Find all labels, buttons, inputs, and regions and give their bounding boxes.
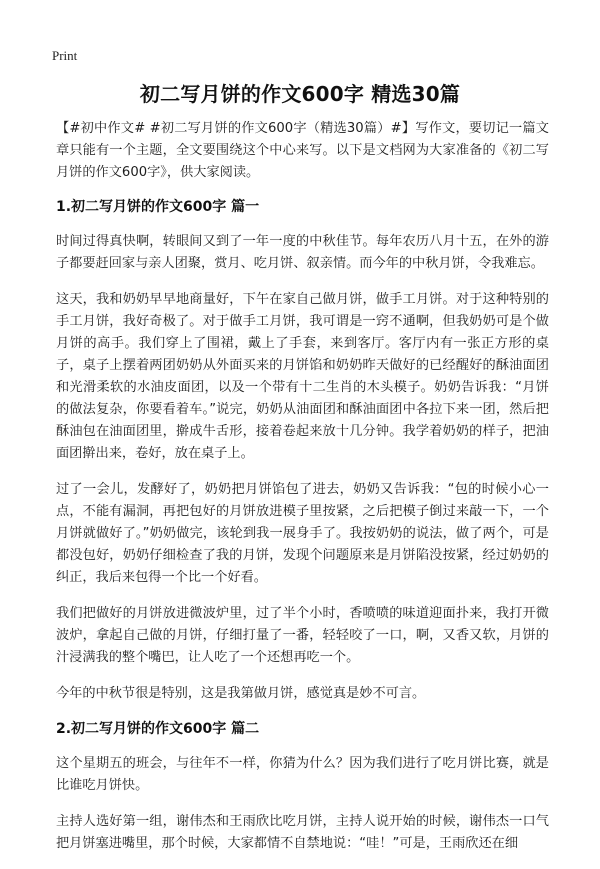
- paragraph: 这天，我和奶奶早早地商量好，下午在家自己做月饼，做手工月饼。对于这种特别的手工月饼，我好奇极了。对于做手工月饼，我可谓是一窍不通啊，但我奶奶可是个做月饼的高手。我们穿上了围裙，戴上了手套，来到客厅。客厅内有一张正方形的桌子，桌子上摆着两团奶奶从外面买来的月饼馅和奶奶昨天做好的已经醒好的酥油面团和光滑柔软的水油皮面团，以及一个带有十二生肖的木头模子。奶奶告诉我：“月饼的做法复杂，你要看着车。”说完，奶奶从油面团和酥油面团中各拉下来一团，然后把酥油包在油面团里，擀成牛舌形，接着卷起来放十几分钟。我学着奶奶的样子，把油面团擀出来，卷好，放在桌子上。: [56, 292, 549, 461]
- document-title: 初二写月饼的作文600字 精选30篇: [139, 82, 461, 106]
- paragraph: 时间过得真快啊，转眼间又到了一年一度的中秋佳节。每年农历八月十五，在外的游子都要赶回家与亲人团聚，赏月、吃月饼、叙亲情。而今年的中秋月饼，令我难忘。: [56, 234, 549, 271]
- print-link[interactable]: Print: [52, 48, 78, 63]
- paragraph: 这个星期五的班会，与往年不一样，你猜为什么？因为我们进行了吃月饼比赛，就是比谁吃月饼快。: [56, 756, 549, 793]
- section-1: [56, 197, 549, 705]
- section-heading: 1.初二写月饼的作文600字 篇一: [56, 199, 260, 215]
- section-heading: 2.初二写月饼的作文600字 篇二: [56, 721, 260, 737]
- paragraph: 主持人选好第一组，谢伟杰和王雨欣比吃月饼，主持人说开始的时候，谢伟杰一口气把月饼塞进嘴里，那个时候，大家都情不自禁地说：“哇！”可是，王雨欣还在细: [56, 814, 549, 851]
- article-body: [56, 118, 549, 869]
- paragraph: 过了一会儿，发酵好了，奶奶把月饼馅包了进去，奶奶又告诉我：“包的时候小心一点，不能有漏洞，再把包好的月饼放进模子里按紧，之后把模子倒过来敲一下，一个月饼就做好了。”奶奶做完，该轮到我一展身手了。我按奶奶的说法，做了两个，可是都没包好，奶奶仔细检查了我的月饼，发现个问题原来是月饼陷没按紧，经过奶奶的纠正，我后来包得一个比一个好看。: [56, 482, 549, 585]
- paragraph: 我们把做好的月饼放进微波炉里，过了半个小时，香喷喷的味道迎面扑来，我打开微波炉，拿起自己做的月饼，仔细打量了一番，轻轻咬了一口，啊，又香又软，月饼的汁浸满我的整个嘴巴，让人吃了一个还想再吃一个。: [56, 606, 549, 665]
- paragraph: 今年的中秋节很是特别，这是我第做月饼，感觉真是妙不可言。: [56, 686, 426, 701]
- section-2: [56, 719, 549, 855]
- intro-paragraph: 【#初中作文# #初二写月饼的作文600字（精选30篇）#】写作文，要切记一篇文章只能有一个主题，全文要围绕这个中心来写。以下是文档网为大家准备的《初二写月饼的作文600字》，供大家阅读。: [56, 121, 549, 180]
